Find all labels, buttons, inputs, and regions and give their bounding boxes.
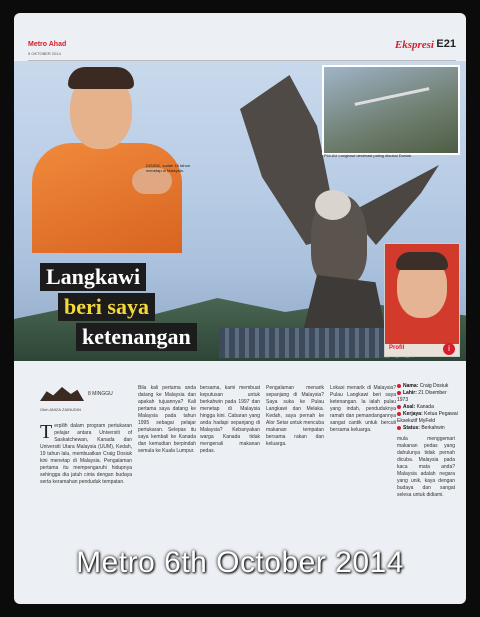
- info-icon: i: [443, 343, 455, 355]
- logo-text: 8 MINGGU: [88, 391, 113, 397]
- article-column-1: [40, 423, 132, 563]
- fact-value: Ketua Pegawai Eksekutif MyFeld: [397, 411, 458, 424]
- fact-key: Status:: [403, 425, 420, 431]
- inset-caption: PULAU Langkawi destinasi paling disukai Dosiuk.: [324, 153, 413, 158]
- column-1-text: erpilih dalam program pertukaran pelajar antara Universiti of Saskatchewan, Kanada dan Universiti Utara Malaysia (UUM), Kedah, 19 tahun lalu, membuatkan Craig Dosiuk kini menetap di Malaysia. Pengalaman pertama itu mempengaruhi hidupnya sehingga dia jatuh cinta dengan budaya serta keramahan penduduk tempatan.: [40, 423, 132, 485]
- bullet-icon: [397, 412, 401, 416]
- newspaper-page: [14, 13, 466, 604]
- watermark-caption: Metro 6th October 2014: [76, 546, 404, 579]
- profile-factbox: [397, 383, 459, 552]
- profile-hair: [396, 252, 448, 270]
- fact-row: [397, 390, 459, 404]
- fact-value: Kanada: [416, 404, 434, 410]
- headline-line-1: Langkawi: [40, 263, 146, 291]
- bullet-icon: [397, 405, 401, 409]
- issue-date: 5 OKTOBER 2014: [28, 51, 61, 56]
- fact-row: [397, 383, 459, 390]
- byline: Oleh ANIZA ZAINUDIN: [40, 407, 81, 412]
- shirt-shape: [32, 143, 182, 253]
- page-header: [14, 13, 466, 57]
- article-column-5: Lokasi menarik di Malaysia? Pulau Langkawi beri saya ketenangan. Ia ialah pulau yang indah, penduduknya ramah dan pemandangannya sangat cantik untuk bercuti bersama keluarga.: [330, 385, 396, 433]
- section-name: Ekspresi: [394, 39, 434, 51]
- portrait-photo: [32, 63, 172, 243]
- fact-key: Kerjaya:: [403, 411, 423, 417]
- bullet-icon: [397, 391, 401, 395]
- brand-label: Metro Ahad: [28, 41, 67, 48]
- page-number: E21: [436, 38, 456, 50]
- inset-photo: [322, 65, 460, 155]
- profile-label: Profil: [389, 345, 405, 351]
- sky-bridge-shape: [355, 87, 430, 106]
- profile-photo: [384, 243, 460, 357]
- fact-row: [397, 404, 459, 411]
- fact-row: [397, 425, 459, 432]
- hair-shape: [68, 67, 134, 89]
- fact-key: Lahir:: [403, 390, 417, 396]
- fact-value: Berkahwin: [421, 425, 445, 431]
- fact-key: Asal:: [403, 404, 416, 410]
- fact-key: Nama:: [403, 383, 419, 389]
- article-column-2: Bila kali pertama anda datang ke Malaysia dan apakah tujuannya? Kali pertama saya datang ke Malaysia pada tahun 1995 sebagai pelajar pertukaran. Selepas itu saya kembali ke Kanada dan kemudian berpindah semula ke Kuala Lumpur.: [138, 385, 196, 454]
- article-column-3: bersama, kami membuat keputusan untuk berkahwin pada 1997 dan menetap di Malaysia hingga kini. Cabaran yang anda hadapi sepanjang di Malaysia? Kebanyakan warga Kanada tidak mengenali makanan pedas.: [200, 385, 260, 454]
- article-column-4: Pengalaman menarik sepanjang di Malaysia? Saya suka ke Pulau Langkawi dan Melaka. Kedah, saya pernah ke Alor Setar untuk mencuba makanan tempatan bersama rakan dan keluarga.: [266, 385, 324, 447]
- headline-line-3: ketenangan: [76, 323, 197, 351]
- article-column-6: mula menggemari makanan pedas yang dahulunya tidak pernah dicuba. Malaysia pada kaca mata anda? Malaysia adalah negara yang unik, kaya dengan budaya dan sangat selesa untuk didiami.: [397, 436, 455, 498]
- fact-value: Craig Dosiuk: [419, 383, 449, 389]
- eagle-head: [315, 190, 351, 220]
- mountain-logo-icon: [40, 387, 84, 401]
- portrait-caption: DISISIK, sudah 16 tahun menetap di Malaysia.: [146, 163, 191, 173]
- bullet-icon: [397, 426, 401, 430]
- fact-value: 21 Disember 1973: [397, 390, 447, 403]
- fact-row: [397, 411, 459, 425]
- drop-cap: T: [40, 423, 53, 443]
- bullet-icon: [397, 384, 401, 388]
- headline-line-2: beri saya: [58, 293, 155, 321]
